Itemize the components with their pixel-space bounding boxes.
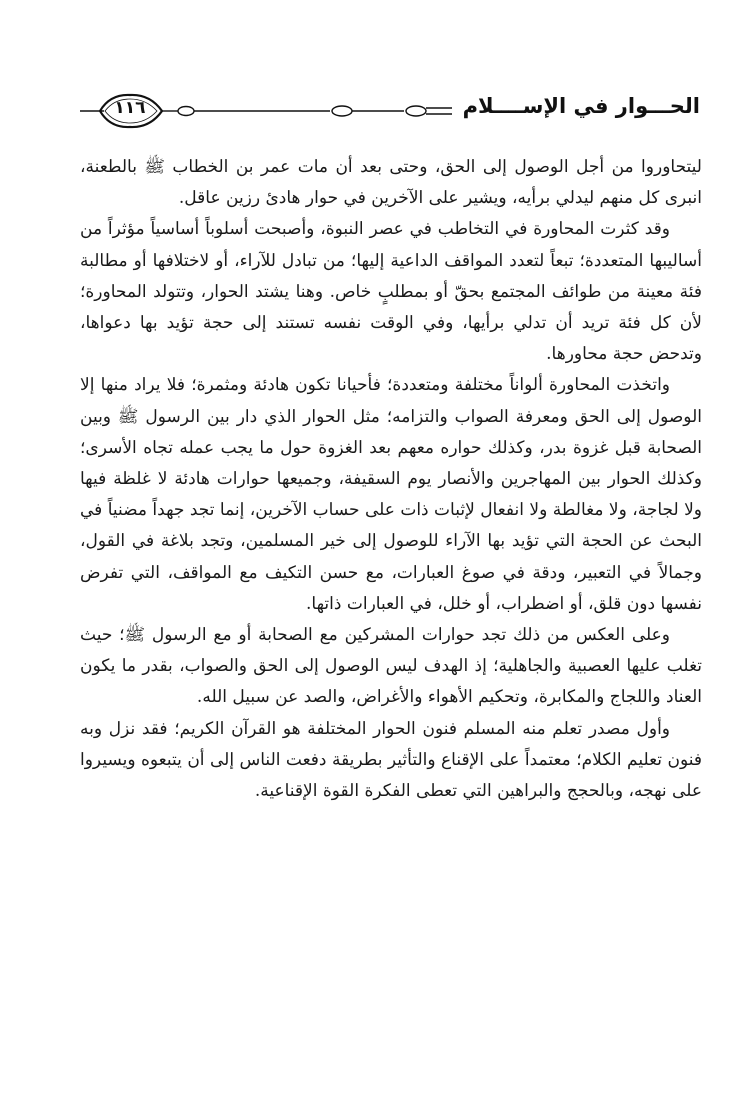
page-number: ١١٦ bbox=[114, 98, 146, 118]
paragraph: وعلى العكس من ذلك تجد حوارات المشركين مع الصحابة أو مع الرسول ﷺ؛ حيث تغلب عليها العصبية والجاهلية؛ إذ الهدف ليس الوصول إلى الحق والصواب، بقدر ما يكون العناد واللجاج والمكابرة، وتحكيم الأهواء والأغراض، والصد عن سبيل الله. bbox=[80, 625, 702, 708]
page-header bbox=[80, 88, 700, 138]
paragraph: واتخذت المحاورة ألواناً مختلفة ومتعددة؛ فأحيانا تكون هادئة ومثمرة؛ فلا يراد منها إلا الوصول إلى الحق ومعرفة الصواب والتزامه؛ مثل الحوار الذي دار بين الرسول ﷺ وبين الصحابة قبل غزوة بدر، وكذلك حواره معهم بعد الغزوة حول ما يجب عمله تجاه الأسرى؛ وكذلك الحوار بين المهاجرين والأنصار يوم السقيفة، وجميعها حوارات هادئة لا غلظة فيها ولا لجاجة، ولا مغالطة ولا انفعال لإثبات ذات على حساب الآخرين، إنما تجد جهداً مضنياً في البحث عن الحجة التي تؤيد بها الآراء للوصول إلى خير المسلمين، وتجد بلاغة في القول، وجمالاً في التعبير، ودقة في صوغ العبارات، مع حسن التكيف مع المواقف، التي تفرض نفسها دون قلق، أو اضطراب، أو خلل، في العبارات ذاتها. bbox=[80, 375, 702, 614]
body-text bbox=[80, 152, 702, 807]
running-title: الحـــوار في الإســــلام bbox=[462, 94, 700, 118]
paragraph: وأول مصدر تعلم منه المسلم فنون الحوار المختلفة هو القرآن الكريم؛ فقد نزل وبه فنون تعليم الكلام؛ معتمداً على الإقناع والتأثير بطريقة دفعت الناس إلى أن يتبعوه ويسيروا على نهجه، وبالحجج والبراهين التي تعطى الفكرة القوة الإقناعية. bbox=[80, 718, 702, 802]
paragraph: ليتحاوروا من أجل الوصول إلى الحق، وحتى بعد أن مات عمر بن الخطاب ﷺ بالطعنة، انبرى كل منهم ليدلي برأيه، ويشير على الآخرين في حوار هادئ رزين عاقل. bbox=[80, 157, 702, 209]
paragraph: وقد كثرت المحاورة في التخاطب في عصر النبوة، وأصبحت أسلوباً أساسياً مؤثراً من أساليبها المتعددة؛ تبعاً لتعدد المواقف الداعية إليها؛ من تبادل للآراء، أو لاختلافها أو مطالبة فئة معينة من طوائف المجتمع بحقّ أو بمطلبٍ خاص. وهنا يشتد الحوار، وتتولد المحاورة؛ لأن كل فئة تريد أن تدلي برأيها، وفي الوقت نفسه تستند إلى حجة تؤيد بها دعواها، وتدحض حجة محاورها. bbox=[80, 219, 702, 365]
